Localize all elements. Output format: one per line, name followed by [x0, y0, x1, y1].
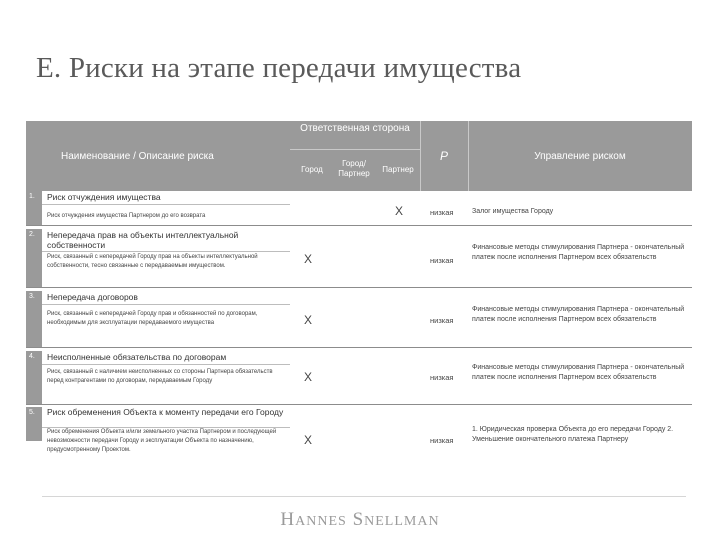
row-number: 1. [26, 191, 42, 225]
header-responsible [290, 121, 420, 191]
row-number: 4. [26, 351, 42, 404]
probability-value: низкая [430, 373, 454, 382]
responsibility-mark: X [304, 370, 313, 384]
header-divider [420, 121, 421, 191]
row-title: Непередача договоров [47, 292, 138, 302]
risk-management-text: Финансовые методы стимулирования Партнера - окончательный платеж после исполнения Партнером всех обязательств [472, 244, 685, 261]
responsibility-mark: X [304, 433, 313, 447]
header-divider [468, 121, 469, 191]
row-divider [42, 251, 290, 252]
row-description: Риск, связанный с непередачей Городу прав и обязанностей по договорам, необходимым для эксплуатации передаваемого имущества [47, 311, 258, 326]
row-title: Непередача прав на объекты интеллектуальной собственности [47, 230, 239, 250]
header-management [468, 121, 692, 191]
responsibility-mark: X [395, 204, 404, 218]
row-divider [42, 204, 290, 205]
header-name-desc [26, 121, 290, 191]
probability-value: низкая [430, 316, 454, 325]
risk-management-text: Финансовые методы стимулирования Партнера - окончательный платеж после исполнения Партнером всех обязательств [472, 306, 685, 323]
risk-management-text: 1. Юридическая проверка Объекта до его передачи Городу 2. Уменьшение окончательного платежа Партнеру [472, 426, 674, 443]
header-col-city: Город [301, 165, 323, 174]
probability-value: низкая [430, 436, 454, 445]
row-divider [42, 364, 290, 365]
header-col-partner: Партнер [382, 165, 414, 174]
responsibility-mark: X [304, 252, 313, 266]
row-title: Неисполненные обязательства по договорам [47, 352, 227, 362]
row-description: Риск отчуждения имущества Партнером до его возврата [47, 213, 206, 219]
header-probability [420, 121, 468, 191]
row-separator [26, 347, 692, 348]
responsibility-mark: X [304, 313, 313, 327]
brand-logo-text [0, 509, 720, 531]
header-management-label: Управление риском [534, 151, 626, 162]
risk-management-text: Финансовые методы стимулирования Партнера - окончательный платеж после исполнения Партнером всех обязательств [472, 364, 685, 381]
header-name-desc-label: Наименование / Описание риска [61, 151, 214, 162]
row-number: 3. [26, 291, 42, 347]
brand-first-rest: ANNES [295, 514, 347, 529]
footer-divider [42, 496, 686, 497]
brand-initial: H [280, 509, 296, 530]
risk-management-text: Залог имущества Городу [472, 208, 554, 215]
row-separator [26, 287, 692, 288]
probability-value: низкая [430, 256, 454, 265]
row-divider [42, 304, 290, 305]
row-number: 5. [26, 407, 42, 441]
row-description: Риск, связанный с непередачей Городу прав на объекты интеллектуальной собственности, тесно связанные с передаваемым имуществом. [47, 254, 258, 269]
header-responsible-label: Ответственная сторона [300, 123, 410, 134]
row-description: Риск, связанный с наличием неисполненных со стороны Партнера обязательств перед контрагентами по договорам, передаваемым Городу [47, 369, 273, 384]
row-separator [26, 225, 692, 226]
header-p-label: P [439, 149, 448, 163]
row-title: Риск отчуждения имущества [47, 192, 161, 202]
probability-value: низкая [430, 208, 454, 217]
row-title: Риск обременения Объекта к моменту передачи его Городу [47, 407, 284, 417]
row-description: Риск обременения Объекта и/или земельного участка Партнером и последующей невозможности передачи Городу и эксплуатации Объекта по назначению, предусмотренному Проектом. [47, 429, 277, 453]
header-col-city-partner: Город/ Партнер [338, 159, 370, 178]
page-title: Е. Риски на этапе передачи имущества [36, 52, 522, 84]
brand-initial: S [352, 509, 365, 530]
brand-second-rest: NELLMAN [364, 514, 440, 529]
header-responsible-divider [290, 149, 420, 150]
row-number: 2. [26, 229, 42, 287]
row-separator [26, 404, 692, 405]
